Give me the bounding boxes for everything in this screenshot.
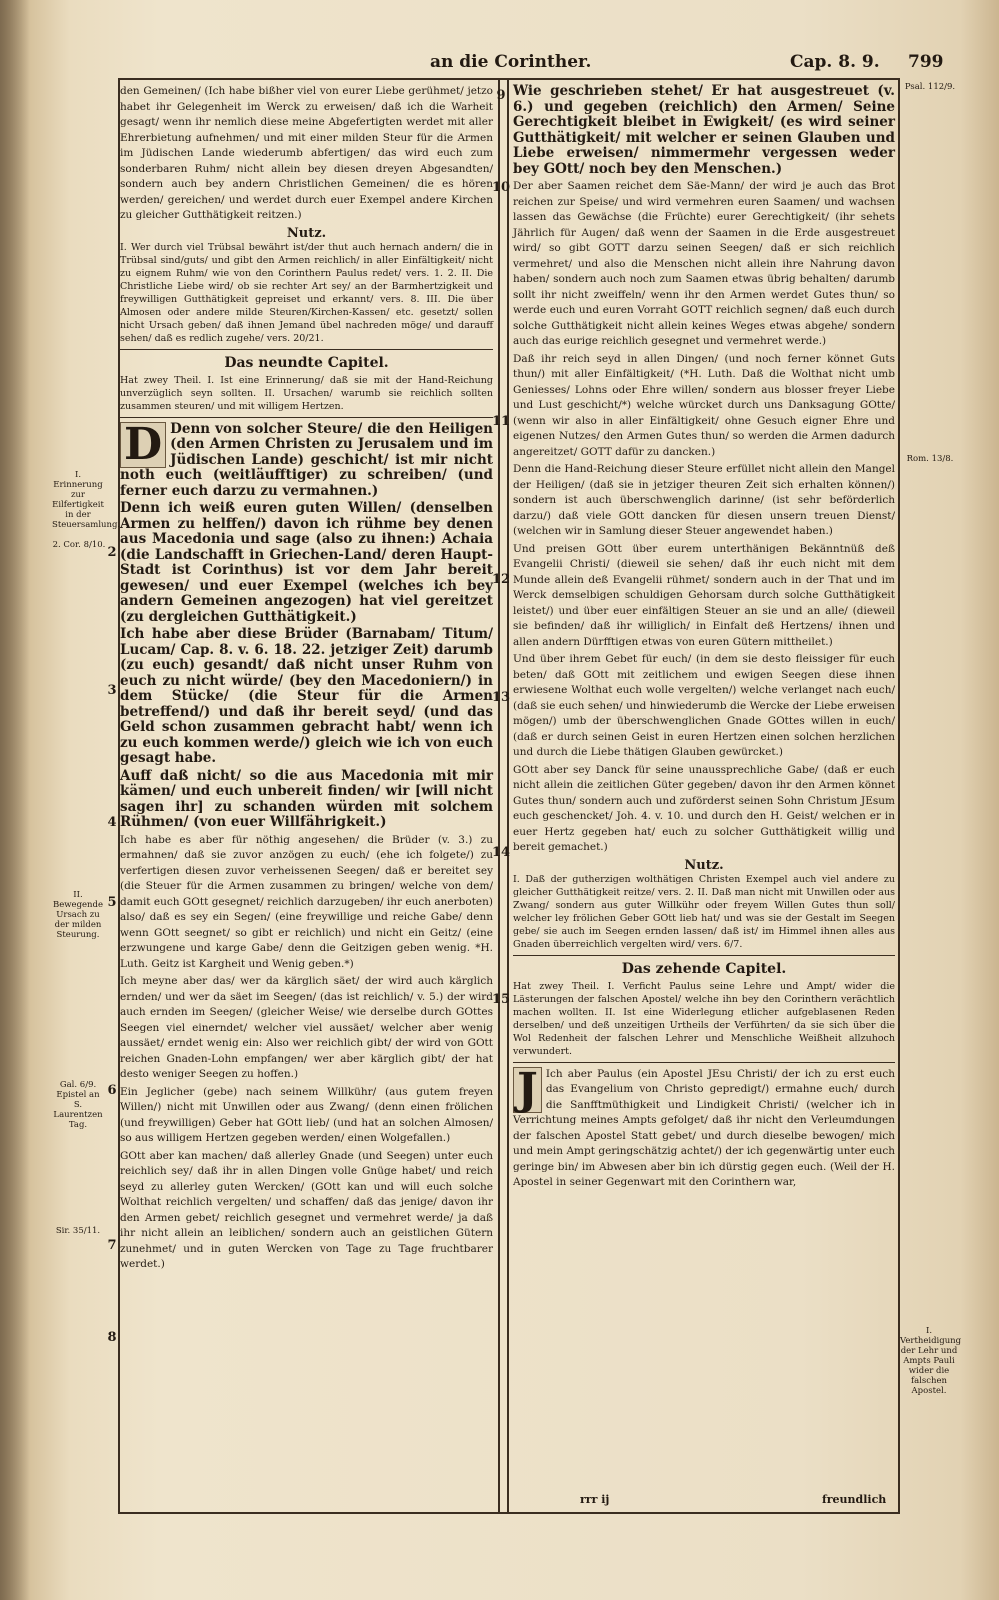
verse-number: 6	[107, 1083, 117, 1098]
section-rule	[513, 1062, 895, 1063]
section-rule	[120, 417, 493, 418]
nutz-heading: Nutz.	[684, 857, 724, 873]
page-number: 799	[908, 52, 944, 72]
nutz-text: I. Daß der gutherzigen wolthätigen Christen Exempel auch viel andere zu gleicher Gutthätigkeit reitze/ vers. 2. II. Daß man nicht mit Unwillen oder aus Zwang/ sondern aus guter Willkühr oder freyem Willen Gutes thun soll/ welcher ley frölichen Geber GOtt lieb hat/ und was sie der Gestalt im Seegen gebe/ sie auch im Seegen ernden lassen/ daß ist/ im Himmel ihnen alles aus Gnaden überreichlich vergelten wird/ vers. 6/7.	[513, 874, 895, 950]
verse-number: 10	[491, 180, 511, 195]
verse-12: Denn die Hand-Reichung dieser Steure erfüllet nicht allein den Mangel der Heiligen/ (daß sie in jetziger theuren Zeit sich erhalten können/) sondern ist auch überschwenglich darinne/ (ist sehr beförderlich darzu/) daß viele GOtt dancken für diesen unsern treuen Dienst/ (welchen wir in Samlung dieser Steuer angewendet haben.)	[513, 463, 895, 537]
verse-number: 2	[107, 545, 117, 560]
verse-number: 7	[107, 1238, 117, 1253]
drop-cap: D	[120, 422, 166, 468]
catchword: freundlich	[822, 1493, 887, 1506]
running-header-title: an die Corinther.	[430, 52, 592, 72]
verse-1: D Denn von solcher Steure/ die den Heiligen (den Armen Christen zu Jerusalem und im Jüdischen Lande) geschicht/ ist mir nicht noth euch (weitläufftiger) zu schreiben/ (und ferner euch darzu zu vermahnen.)	[120, 418, 493, 499]
verse-number: 12	[491, 572, 511, 587]
right-column	[513, 84, 895, 1193]
chapter10-title: Das zehende Capitel.	[621, 961, 787, 977]
chapter10-summary: Hat zwey Theil. I. Verficht Paulus seine Lehre und Ampt/ wider die Lästerungen der falschen Apostel/ welche ihn bey den Corinthern verächtlich machen wollten. II. Ist eine Widerlegung etlicher aufgeblasenen Reden derselben/ und deß unzeitigen Urtheils der Verführten/ da sie sich über die Wol Redenheit der falschen Lehrer und Menschliche Weißheit allzuhoch verwundert.	[513, 980, 895, 1057]
margin-note-left: II. Bewegende Ursach zu der milden Steurung.	[53, 890, 103, 940]
verse-3: Ich habe aber diese Brüder (Barnabam/ Titum/ Lucam/ Cap. 8. v. 6. 18. 22. jetziger Zeit) darumb (zu euch) gesandt/ daß nicht unser Ruhm von euch zu nicht würde/ (bey den Macedoniern/) in dem Stücke/ (die Steur für die Armen betreffend/) und daß ihr bereit seyd/ (und das Geld schon zusammen gebracht habt/ wenn ich zu euch kommen werde/) gleich wie ich von euch gesagt habe.	[120, 626, 493, 766]
binding-shadow	[0, 0, 30, 1600]
section-rule	[513, 955, 895, 956]
verse-number: 13	[491, 690, 511, 705]
verse-10: Der aber Saamen reichet dem Säe-Mann/ der wird je auch das Brot reichen zur Speise/ und wird vermehren euren Saamen/ und wachsen lassen das Gewächse (die Früchte) eurer Gerechtigkeit/ (ihr sehets Jährlich für Augen/ daß wenn der Saamen in die Erde ausgestreuet wird/ so gibt GOTT darzu seinen Seegen/ daß er sich reichlich vermehret/ und also die Menschen nicht allein ihre Nahrung davon haben/ sondern auch noch zum Saamen etwas übrig behalten/ darumb sollt ihr nicht zweiffeln/ wenn ihr den Armen werdet Gutes thun/ so werde euch und euren Vorraht GOTT reichlich segnen/ daß euch durch solche Gutthätigkeit nicht allein keines Weges etwas abgehe/ sondern auch das eurige reichlich gesegnet und vermehret werde.)	[513, 180, 895, 347]
drop-cap: J	[513, 1067, 542, 1113]
verse-5: Ich habe es aber für nöthig angesehen/ die Brüder (v. 3.) zu ermahnen/ daß sie zuvor anzögen zu euch/ (ehe ich folgete/) zu verfertigen diesen zuvor verheissenen Seegen/ daß er bereitet sey (die Steuer für die Armen zusammen zu bringen/ welche von dem/ damit euch GOtt gesegnet/ reichlich darzugeben/ ihr euch anerboten) also/ daß es sey ein Segen/ (eine freywillige und reiche Gabe/ denn wenn GOtt seegnet/ so gibt er reichlich) und nicht ein Geitz/ (eine erzwungene und karge Gabe/ denn die Geitzigen geben wenig. *H. Luth. Geitz ist Kargheit und Wenig geben.*)	[120, 833, 493, 970]
section-rule	[120, 349, 493, 350]
margin-note-left: I. Erinnerung zur Eilfertigkeit in der Steuersamlung.	[52, 470, 121, 530]
verse-13: Und preisen GOtt über eurem unterthänigen Bekänntnüß deß Evangelii Christi/ (dieweil sie sehen/ daß ihr euch nicht mit dem Munde allein deß Evangelii rühmet/ sondern auch in der That und im Werck demselbigen schuldigen Gehorsam durch solche Gutthätigkeit leistet/) und über euer einfältigen Steuer an sie und an alle/ (dieweil sie befinden/ daß ihr williglich/ in Einfalt deß Hertzens/ ihnen und allen andern Dürfftigen etwas von euren Gütern mittheilet.)	[513, 542, 895, 648]
verse-number: 3	[107, 683, 117, 698]
margin-note-left: 2. Cor. 8/10.	[52, 540, 106, 550]
verse-number: 8	[107, 1330, 117, 1345]
verse-4: Auff daß nicht/ so die aus Macedonia mit mir kämen/ und euch unbereit finden/ wir [will nicht sagen ihr] zu schanden würden mit solchem Rühmen/ (von euer Willfährigkeit.)	[120, 767, 493, 830]
chapter8-continuation: den Gemeinen/ (Ich habe bißher viel von eurer Liebe gerühmet/ jetzo habet ihr Gelegenheit im Werck zu erweisen/ daß ich die Warheit gesagt/ wenn ihr nemlich diese meine Abgefertigten werdet mit aller Ehrerbietung aufnehmen/ und mit einer milden Steur für die Armen im Jüdischen Lande wiederumb abfertigen/ das wird euch zum sonderbaren Ruhm/ nicht allein bey diesen dreyen Abgesandten/ sondern auch bey andern Christlichen Gemeinen/ die es hören werden/ gereichen/ und werdet durch euer Exempel andere Kirchen zu gleicher Gutthätigkeit reitzen.)	[120, 85, 493, 221]
nutz-text: I. Wer durch viel Trübsal bewährt ist/der thut auch hernach andern/ die in Trübsal sind/guts/ und gibt den Armen reichlich/ in aller Einfältigkeit/ nicht zu eignem Ruhm/ wie von den Corinthern Paulus redet/ vers. 1. 2. II. Die Christliche Liebe wird/ ob sie rechter Art sey/ an der Barmhertzigkeit und freywilligen Gutthätigkeit gepreiset und erkannt/ vers. 8. III. Die über Almosen oder andere milde Steuren/Kirchen-Kassen/ etc. gesetzt/ sollen nicht Ursach geben/ daß ihnen Jemand übel nachreden möge/ und darauff sehen/ daß es redlich zugehe/ vers. 20/21.	[120, 242, 493, 344]
verse-7: Ein Jeglicher (gebe) nach seinem Willkühr/ (aus gutem freyen Willen/) nicht mit Unwillen oder aus Zwang/ (denn einen frölichen (und freywilligen) Geber hat GOtt lieb/ (und hat an solchen Almosen/ so aus willigem Hertzen gegeben werden/ einen Wolgefallen.)	[120, 1085, 493, 1144]
running-header-chapter: Cap. 8. 9.	[790, 52, 880, 72]
verse-8: GOtt aber kan machen/ daß allerley Gnade (und Seegen) unter euch reichlich sey/ daß ihr in allen Dingen volle Gnüge habet/ und reich seyd zu allerley guten Wercken/ (GOtt kan und will euch solche Wolthat reichlich vergelten/ und schaffen/ daß das jenige/ davon ihr den Armen gebet/ reichlich gesegnet und vermehret werde/ ja daß ihr nicht allein an leiblichen/ sondern auch an geistlichen Gütern zunehmet/ und in guten Wercken von Tage zu Tage fruchtbarer werdet.)	[120, 1149, 493, 1270]
verse-11: Daß ihr reich seyd in allen Dingen/ (und noch ferner könnet Guts thun/) mit aller Einfältigkeit/ (*H. Luth. Daß die Wolthat nicht umb Geniesses/ Lohns oder Ehre willen/ sondern aus blosser freyer Liebe und Lust geschicht/*) welche würcket durch uns Danksagung GOtte/ (wenn wir also in aller Einfältigkeit/ ohne Gesuch eigner Ehre und eigenen Nutzes/ den Armen Gutes thun/ so werden die Armen dadurch angereitzet/ GOTT dafür zu dancken.)	[513, 352, 895, 458]
chapter9-summary: Hat zwey Theil. I. Ist eine Erinnerung/ daß sie mit der Hand-Reichung unverzüglich seyn sollten. II. Ursachen/ warumb sie reichlich sollten zusammen steuren/ und mit willigem Hertzen.	[120, 374, 493, 412]
verse-number: 14	[491, 845, 511, 860]
verse-14: Und über ihrem Gebet für euch/ (in dem sie desto fleissiger für euch beten/ daß GOtt mit zeitlichem und ewigen Seegen diese ihnen erwiesene Wolthat euch wolle vergelten/) welche verlanget nach euch/ (daß sie euch sehen/ und hinwiederumb die Wercke der Liebe erweisen mögen/) umb der überschwenglichen Gnade GOttes willen in euch/ (daß er durch seinen Geist in euren Hertzen einen solchen herzlichen und durch die Liebe thätigen Glauben gewürcket.)	[513, 653, 895, 758]
verse-number: 5	[107, 895, 117, 910]
verse-9: Wie geschrieben stehet/ Er hat ausgestreuet (v. 6.) und gegeben (reichlich) den Armen/ Seine Gerechtigkeit bleibet in Ewigkeit/ (es wird seiner Gutthätigkeit/ mit welcher er seinen Glauben und Liebe erweisen/ nimmermehr vergessen weder bey GOtt/ noch bey den Menschen.)	[513, 83, 895, 177]
chapter9-title: Das neundte Capitel.	[224, 355, 389, 371]
verse-number: 9	[496, 88, 506, 103]
left-column	[120, 84, 493, 1275]
margin-note-right: Psal. 112/9.	[904, 82, 956, 92]
verse-number: 4	[107, 815, 117, 830]
verse-6: Ich meyne aber das/ wer da kärglich säet/ der wird auch kärglich ernden/ und wer da säet im Seegen/ (das ist reichlich/ v. 5.) der wird auch ernden im Seegen/ (gleicher Weise/ wie derselbe durch GOttes Seegen viel einerndet/ welcher viel aussäet/ welcher aber wenig aussäet/ erndet wenig ein: Also wer reichlich gibt/ der wird von GOtt reichen Gnaden-Lohn empfangen/ wer aber kärglich gibt/ der hat desto weniger Seegen zu hoffen.)	[120, 975, 493, 1080]
chapter10-verse-1: J Ich aber Paulus (ein Apostel JEsu Christi/ der ich zu erst euch das Evangelium von Christo gepredigt/) ermahne euch/ durch die Sanfftmüthigkeit und Lindigkeit Christi/ (welcher ich in Verrichtung meines Ampts gefolget/ daß ihr nicht den Verleumdungen der falschen Apostel Statt gebet/ und durch dieselbe bewogen/ mich und mein Ampt geringschätzig achtet/) der ich gegenwärtig unter euch geringe bin/ im Abwesen aber bin ich dürstig gegen euch. (Weil der H. Apostel in seiner Gegenwart mit den Corinthern war,	[513, 1063, 895, 1188]
signature-mark: rrr ij	[580, 1493, 610, 1506]
column-divider-left	[498, 78, 500, 1514]
verse-2: Denn ich weiß euren guten Willen/ (denselben Armen zu helffen/) davon ich rühme bey denen aus Macedonia und sage (also zu ihnen:) Achaia (die Landschafft in Griechen-Land/ deren Haupt-Stadt ist Corinthus) ist vor dem Jahr bereit gewesen/ und euer Exempel (welches ich bey andern Gemeinen angezogen) hat viel gereitzet (zu dergleichen Gutthätigkeit.)	[120, 500, 493, 625]
verse-number: 15	[491, 992, 511, 1007]
verse-15: GOtt aber sey Danck für seine unaussprechliche Gabe/ (daß er euch nicht allein die zeitlichen Güter gegeben/ davon ihr den Armen könnet Gutes thun/ sondern auch und zuförderst seinen Sohn Christum JEsum euch geschencket/ Joh. 4. v. 10. und durch den H. Geist/ welchen er in euer Hertz gegeben hat/ euch zu solcher Gutthätigkeit willig und bereit gemachet.)	[513, 763, 895, 853]
margin-note-left: Sir. 35/11.	[55, 1226, 101, 1236]
margin-note-left: Gal. 6/9. Epistel an S. Laurentzen Tag.	[53, 1080, 103, 1130]
column-divider-right	[507, 78, 509, 1514]
nutz-heading: Nutz.	[286, 225, 327, 241]
margin-note-right: I. Vertheidigung der Lehr und Ampts Pauli wider die falschen Apostel.	[900, 1326, 962, 1396]
verse-number: 11	[491, 414, 511, 429]
margin-note-right: Rom. 13/8.	[906, 454, 954, 464]
